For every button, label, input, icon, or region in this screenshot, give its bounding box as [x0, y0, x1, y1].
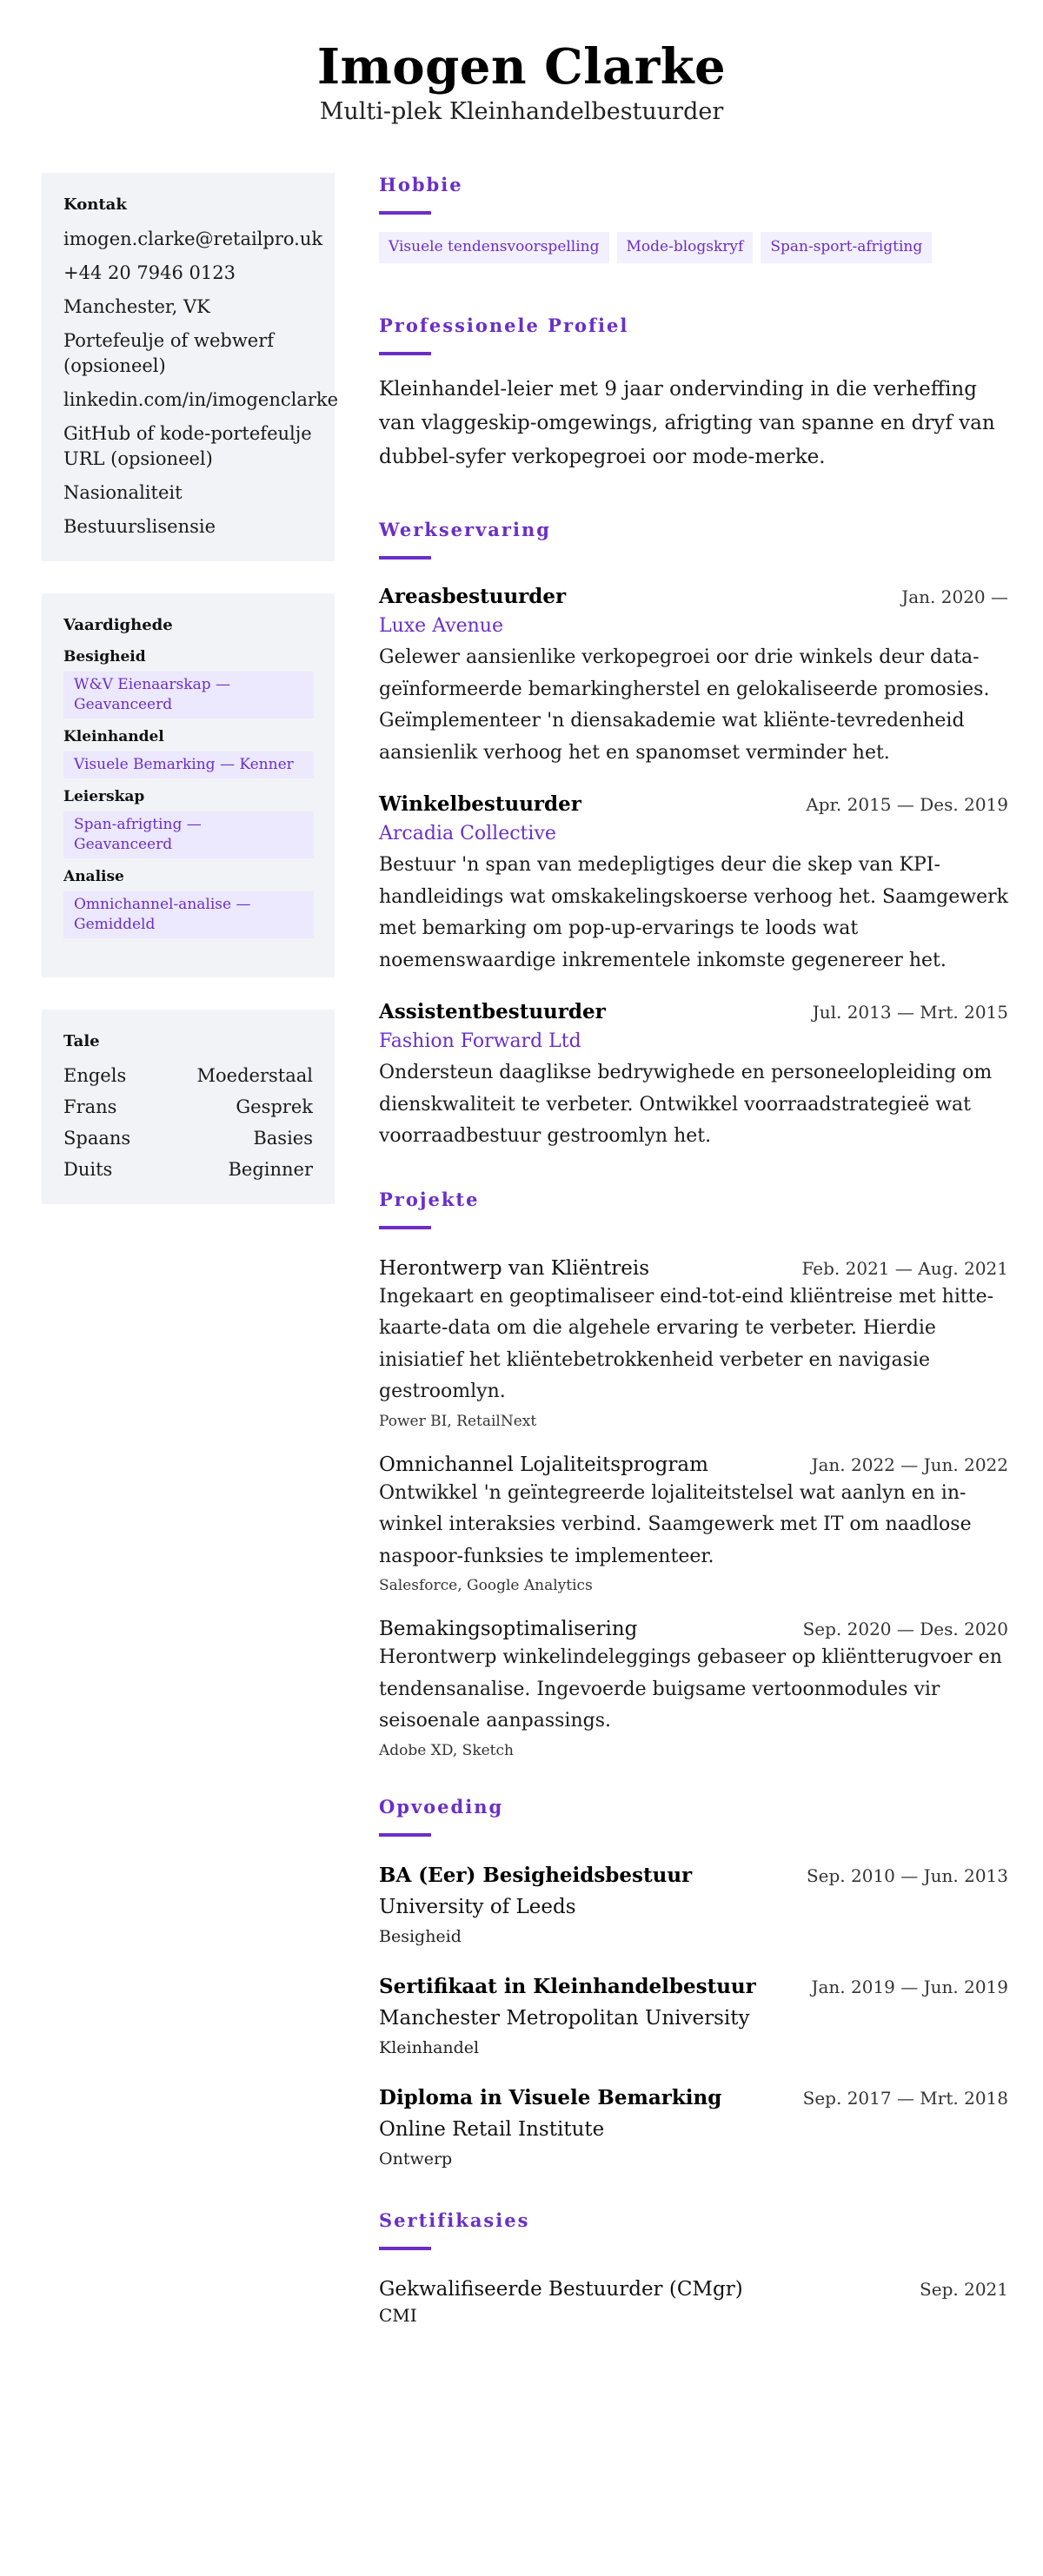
- certification-entry: [379, 2276, 1008, 2327]
- certification-name: Gekwalifiseerde Bestuurder (CMgr): [379, 2277, 743, 2301]
- skills-card: [42, 593, 335, 977]
- hobby-chip: Mode-blogskryf: [617, 232, 754, 263]
- skill-category: Analise: [63, 868, 124, 885]
- job-entry: [379, 999, 1008, 1153]
- skill-chip: Omnichannel-analise — Gemiddeld: [63, 891, 314, 938]
- project-description: Ontwikkel 'n geïntegreerde lojaliteitstelsel wat aanlyn en in-winkel interaksies verbind. Saamgewerk met IT om naadlose naspoor-funksies te implementeer.: [379, 1481, 972, 1567]
- languages-title: Tale: [63, 1032, 100, 1050]
- job-description: Ondersteun daaglikse bedrywighede en personeelopleiding om dienskwaliteit te verbeter. Ontwikkel voorraadstrategieë wat voorraadbestuur gestroomlyn het.: [379, 1062, 993, 1147]
- section-title: Werkservaring: [379, 519, 551, 540]
- contact-location: Manchester, VK: [63, 296, 210, 317]
- section-divider: [379, 556, 431, 560]
- skill-chip: Visuele Bemarking — Kenner: [63, 752, 314, 778]
- language-name: Engels: [63, 1065, 127, 1086]
- language-row: [63, 1095, 313, 1120]
- skill-chip: Span-afrigting — Geavanceerd: [63, 811, 314, 858]
- education-school: Manchester Metropolitan University: [379, 2006, 750, 2030]
- profile-section: [379, 314, 1008, 474]
- job-title: Assistentbestuurder: [379, 1000, 606, 1023]
- education-entry: [379, 2085, 1008, 2170]
- project-description: Herontwerp winkelindeleggings gebaseer op kliëntterugvoer en tendensanalise. Ingevoerde buigsame vertoonmodules vir seisoenale aanpassings.: [379, 1646, 1002, 1732]
- certification-header: [379, 2276, 1008, 2302]
- project-title: Herontwerp van Kliëntreis: [379, 1256, 650, 1280]
- hobby-chip: Span-sport-afrigting: [761, 232, 932, 263]
- section-title: Hobbie: [379, 174, 463, 195]
- language-row: [63, 1157, 313, 1182]
- education-entry: [379, 1974, 1008, 2059]
- resume-header: [0, 0, 1043, 173]
- language-level: Basies: [253, 1128, 313, 1149]
- certifications-section: [379, 2208, 1008, 2327]
- language-name: Spaans: [63, 1128, 131, 1149]
- project-tech: Salesforce, Google Analytics: [379, 1577, 593, 1594]
- education-degree: BA (Eer) Besigheidsbestuur: [379, 1863, 693, 1887]
- section-divider: [379, 352, 431, 355]
- job-company: Luxe Avenue: [379, 615, 503, 637]
- profile-summary: Kleinhandel-leier met 9 jaar ondervinding in die verheffing van vlaggeskip-omgewings, afrigting van spanne en dryf van dubbel-syfer verkopegroei oor mode-merke.: [379, 378, 995, 468]
- skill-category: Besigheid: [63, 648, 146, 666]
- contact-linkedin[interactable]: linkedin.com/in/imogenclarke: [63, 389, 339, 410]
- education-date: Sep. 2010 — Jun. 2013: [806, 1864, 1008, 1886]
- project-date: Jan. 2022 — Jun. 2022: [811, 1454, 1008, 1475]
- contact-email[interactable]: imogen.clarke@retailpro.uk: [63, 228, 323, 249]
- contact-card: [42, 173, 339, 561]
- candidate-title: Multi-plek Kleinhandelbestuurder: [319, 98, 724, 125]
- project-header: [379, 1616, 1008, 1642]
- project-title: Omnichannel Lojaliteitsprogram: [379, 1453, 708, 1476]
- project-date: Feb. 2021 — Aug. 2021: [801, 1257, 1008, 1279]
- job-company: Arcadia Collective: [379, 823, 556, 844]
- education-school: Online Retail Institute: [379, 2117, 605, 2141]
- hobby-chip: Visuele tendensvoorspelling: [379, 232, 609, 263]
- section-title: Projekte: [379, 1188, 480, 1210]
- hobbies-section: [379, 173, 1008, 263]
- job-title: Areasbestuurder: [379, 585, 567, 608]
- job-header: [379, 791, 1008, 818]
- project-description: Ingekaart en geoptimaliseer eind-tot-eind kliëntreise met hitte-kaarte-data om die algehele ervaring te verbeter. Hierdie inisiatief het kliëntebetrokkenheid verbeter en navigasie gestroomlyn.: [379, 1285, 994, 1402]
- main-column: [379, 173, 1008, 2361]
- skill-category: Kleinhandel: [63, 728, 164, 745]
- project-title: Bemakingsoptimalisering: [379, 1618, 638, 1640]
- skill-chip: W&V Eienaarskap — Geavanceerd: [63, 672, 314, 718]
- contact-phone[interactable]: +44 20 7946 0123: [63, 262, 236, 283]
- job-header: [379, 584, 1008, 610]
- education-section: [379, 1795, 1008, 2170]
- language-level: Gesprek: [236, 1096, 313, 1117]
- project-header: [379, 1255, 1008, 1281]
- languages-card: [42, 1010, 335, 1204]
- contact-title: Kontak: [63, 195, 127, 214]
- job-date: Jan. 2020 —: [901, 586, 1008, 607]
- education-field: Besigheid: [379, 1926, 462, 1946]
- education-field: Ontwerp: [379, 2149, 453, 2169]
- language-level: Moederstaal: [196, 1065, 313, 1086]
- contact-license: Bestuurslisensie: [63, 516, 216, 537]
- hobby-list: [379, 232, 1008, 263]
- contact-nationality: Nasionaliteit: [63, 482, 183, 503]
- section-divider: [379, 2247, 431, 2250]
- language-level: Beginner: [228, 1159, 313, 1180]
- skill-category: Leierskap: [63, 788, 145, 805]
- project-tech: Adobe XD, Sketch: [379, 1741, 514, 1759]
- education-degree: Diploma in Visuele Bemarking: [379, 2085, 722, 2109]
- job-description: Gelewer aansienlike verkopegroei oor drie winkels deur data-geïnformeerde bemarkingherstel en gelokaliseerde promosies. Geïmplementeer 'n diensakademie wat kliënte-tevredenheid aansienlik verhoog het en spanomset verminder het.: [379, 646, 990, 764]
- job-title: Winkelbestuurder: [379, 792, 581, 816]
- project-entry: [379, 1616, 1008, 1760]
- candidate-name: Imogen Clarke: [316, 38, 727, 96]
- job-entry: [379, 791, 1008, 977]
- contact-github[interactable]: GitHub of kode-portefeulje URL (opsioneel): [63, 423, 312, 469]
- job-company: Fashion Forward Ltd: [379, 1030, 581, 1052]
- education-school: University of Leeds: [379, 1895, 576, 1918]
- skills-spacer: [63, 938, 313, 956]
- job-date: Apr. 2015 — Des. 2019: [806, 794, 1008, 815]
- project-header: [379, 1452, 1008, 1478]
- skills-title: Vaardighede: [63, 616, 173, 634]
- language-name: Duits: [63, 1159, 113, 1180]
- section-title: Opvoeding: [379, 1795, 504, 1818]
- education-header: [379, 2085, 1008, 2111]
- job-description: Bestuur 'n span van medepligtiges deur die skep van KPI-handleidings wat omskakelingskoerse verhoog het. Saamgewerk met bemarking om pop-up-ervarings te loods wat noemenswaardige inkrementele inkomste gegenereer het.: [379, 854, 1008, 971]
- job-date: Jul. 2013 — Mrt. 2015: [812, 1002, 1008, 1023]
- sidebar: [42, 173, 339, 2361]
- education-degree: Sertifikaat in Kleinhandelbestuur: [379, 1974, 756, 1998]
- resume-body: [0, 173, 1043, 2361]
- project-tech: Power BI, RetailNext: [379, 1412, 537, 1430]
- section-title: Sertifikasies: [379, 2208, 530, 2231]
- contact-portfolio[interactable]: Portefeulje of webwerf (opsioneel): [63, 330, 275, 376]
- certification-date: Sep. 2021: [920, 2278, 1008, 2300]
- experience-section: [379, 518, 1008, 1153]
- section-divider: [379, 211, 431, 215]
- section-divider: [379, 1226, 431, 1229]
- certification-issuer: CMI: [379, 2304, 417, 2326]
- education-field: Kleinhandel: [379, 2037, 480, 2057]
- language-row: [63, 1126, 313, 1151]
- section-divider: [379, 1833, 431, 1837]
- project-date: Sep. 2020 — Des. 2020: [802, 1619, 1008, 1639]
- project-entry: [379, 1255, 1008, 1431]
- education-date: Sep. 2017 — Mrt. 2018: [802, 2087, 1008, 2109]
- job-entry: [379, 584, 1008, 769]
- education-header: [379, 1974, 1008, 2000]
- project-entry: [379, 1452, 1008, 1596]
- section-title: Professionele Profiel: [379, 315, 629, 336]
- job-header: [379, 999, 1008, 1025]
- language-row: [63, 1063, 313, 1089]
- education-entry: [379, 1863, 1008, 1948]
- education-date: Jan. 2019 — Jun. 2019: [811, 1976, 1008, 1997]
- education-header: [379, 1863, 1008, 1889]
- projects-section: [379, 1188, 1008, 1760]
- language-name: Frans: [63, 1096, 117, 1117]
